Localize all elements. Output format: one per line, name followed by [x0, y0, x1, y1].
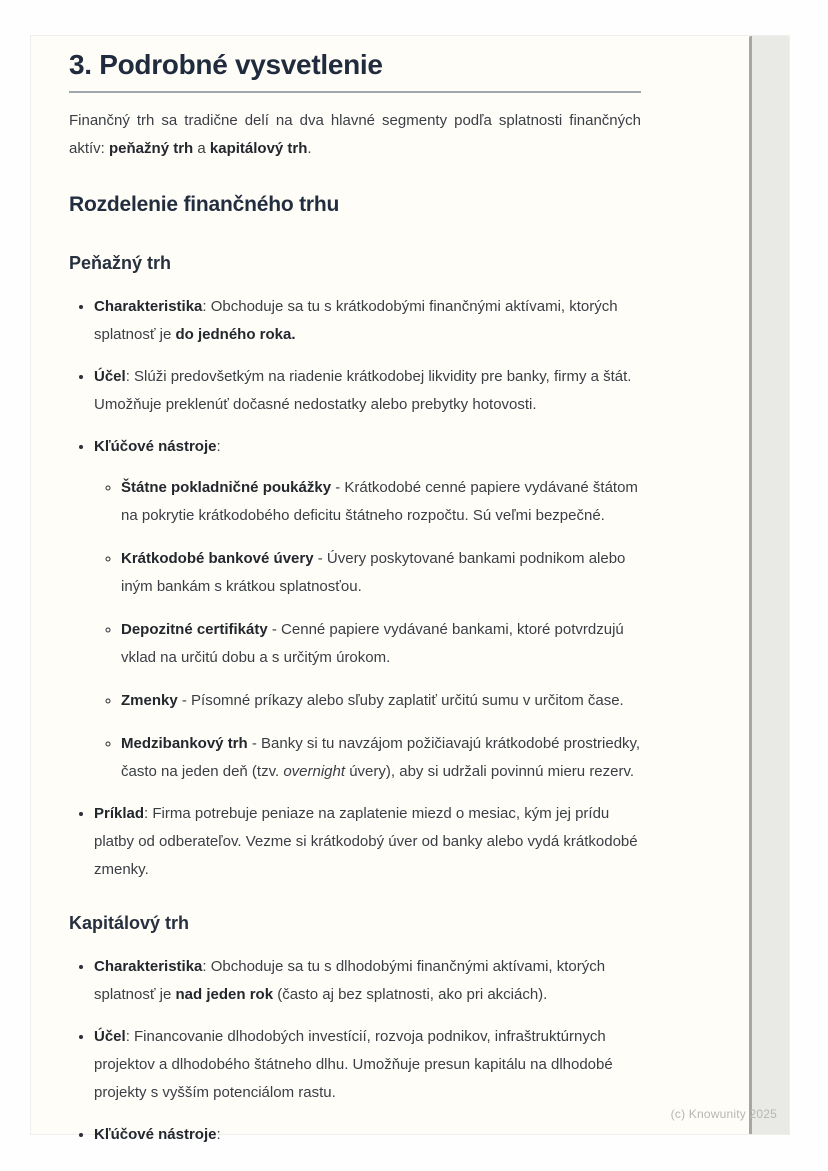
- sub-list-item: [121, 474, 641, 530]
- text-segment: Kľúčové nástroje: [94, 1126, 217, 1143]
- text-segment: :: [216, 438, 221, 455]
- text-segment: do jedného roka.: [175, 326, 296, 343]
- list-item: [94, 952, 641, 1009]
- text-segment: Účel: [94, 1028, 126, 1045]
- page-edge-strip: [749, 36, 789, 1134]
- text-segment: : Slúži predovšetkým na riadenie krátkodobej likvidity pre banky, firmy a štát. Umožňuje preklenúť dočasné nedostatky alebo prebytky hotovosti.: [94, 368, 632, 413]
- text-segment: Štátne pokladničné poukážky: [121, 479, 332, 496]
- text-segment: kapitálový trh: [209, 140, 308, 157]
- text-segment: Kľúčové nástroje: [94, 438, 217, 455]
- text-segment: (často aj bez splatnosti, ako pri akciách).: [273, 986, 548, 1003]
- list-item: [94, 1022, 641, 1107]
- text-segment: :: [216, 1126, 221, 1143]
- sub-list-item: [121, 687, 641, 715]
- text-segment: peňažný trh: [109, 140, 194, 157]
- text-segment: Charakteristika: [94, 298, 203, 315]
- text-segment: overnight: [283, 763, 346, 780]
- subsection-heading-money-market: Peňažný trh: [69, 253, 172, 273]
- watermark: (c) Knowunity 2025: [670, 1107, 777, 1121]
- list-item: [94, 799, 641, 884]
- text-segment: - Úvery poskytované bankami podnikom alebo iným bankám s krátkou splatnosťou.: [121, 550, 626, 595]
- text-segment: Finančný trh sa tradične delí na dva hlavné segmenty podľa splatnosti finančných aktív:: [69, 112, 641, 157]
- text-segment: - Cenné papiere vydávané bankami, ktoré potvrdzujú vklad na určitú dobu a s určitým úrokom.: [121, 621, 624, 666]
- text-segment: Krátkodobé bankové úvery: [121, 550, 314, 567]
- text-segment: : Obchoduje sa tu s dlhodobými finančnými aktívami, ktorých splatnosť je: [94, 958, 606, 1003]
- text-segment: : Firma potrebuje peniaze na zaplatenie miezd o mesiac, kým jej prídu platby od odberateľov. Vezme si krátkodobý úver od banky alebo vydá krátkodobé zmenky.: [94, 805, 638, 878]
- section-heading: Rozdelenie finančného trhu: [69, 193, 340, 216]
- text-segment: Depozitné certifikáty: [121, 621, 268, 638]
- sub-bullet-list: [94, 474, 641, 786]
- text-segment: Zmenky: [121, 692, 178, 709]
- text-segment: : Obchoduje sa tu s krátkodobými finančnými aktívami, ktorých splatnosť je: [94, 298, 618, 343]
- text-segment: úvery), aby si udržali povinnú mieru rezerv.: [345, 763, 635, 780]
- text-segment: nad jeden rok: [175, 986, 274, 1003]
- list-item: [94, 1120, 641, 1149]
- text-segment: - Krátkodobé cenné papiere vydávané štátom na pokrytie krátkodobého deficitu štátneho rozpočtu. Sú veľmi bezpečné.: [121, 479, 638, 524]
- bullet-list-money-market: [69, 292, 641, 884]
- text-segment: a: [193, 140, 210, 157]
- text-segment: - Písomné príkazy alebo sľuby zaplatiť určitú sumu v určitom čase.: [177, 692, 624, 709]
- page-content: [69, 49, 641, 1162]
- sub-list-item: [121, 730, 641, 786]
- list-item: [94, 292, 641, 349]
- subsection-heading-capital-market: Kapitálový trh: [69, 913, 190, 933]
- text-segment: .: [307, 140, 312, 157]
- sub-list-item: [121, 616, 641, 672]
- list-item: [94, 432, 641, 786]
- text-segment: Účel: [94, 368, 126, 385]
- title-divider: [69, 91, 641, 93]
- list-item: [94, 362, 641, 419]
- page-title: 3. Podrobné vysvetlenie: [69, 49, 383, 80]
- text-segment: - Banky si tu navzájom požičiavajú krátkodobé prostriedky, často na jeden deň (tzv.: [121, 735, 641, 780]
- bullet-list-capital-market: [69, 952, 641, 1149]
- text-segment: Charakteristika: [94, 958, 203, 975]
- text-segment: Medzibankový trh: [121, 735, 248, 752]
- text-segment: : Financovanie dlhodobých investícií, rozvoja podnikov, infraštruktúrnych projektov a dlhodobého štátneho dlhu. Umožňuje presun kapitálu na dlhodobé projekty s vyšším potenciálom rastu.: [94, 1028, 613, 1101]
- sub-list-item: [121, 545, 641, 601]
- text-segment: Príklad: [94, 805, 145, 822]
- document-page: [30, 35, 790, 1143]
- intro-paragraph: [69, 107, 641, 163]
